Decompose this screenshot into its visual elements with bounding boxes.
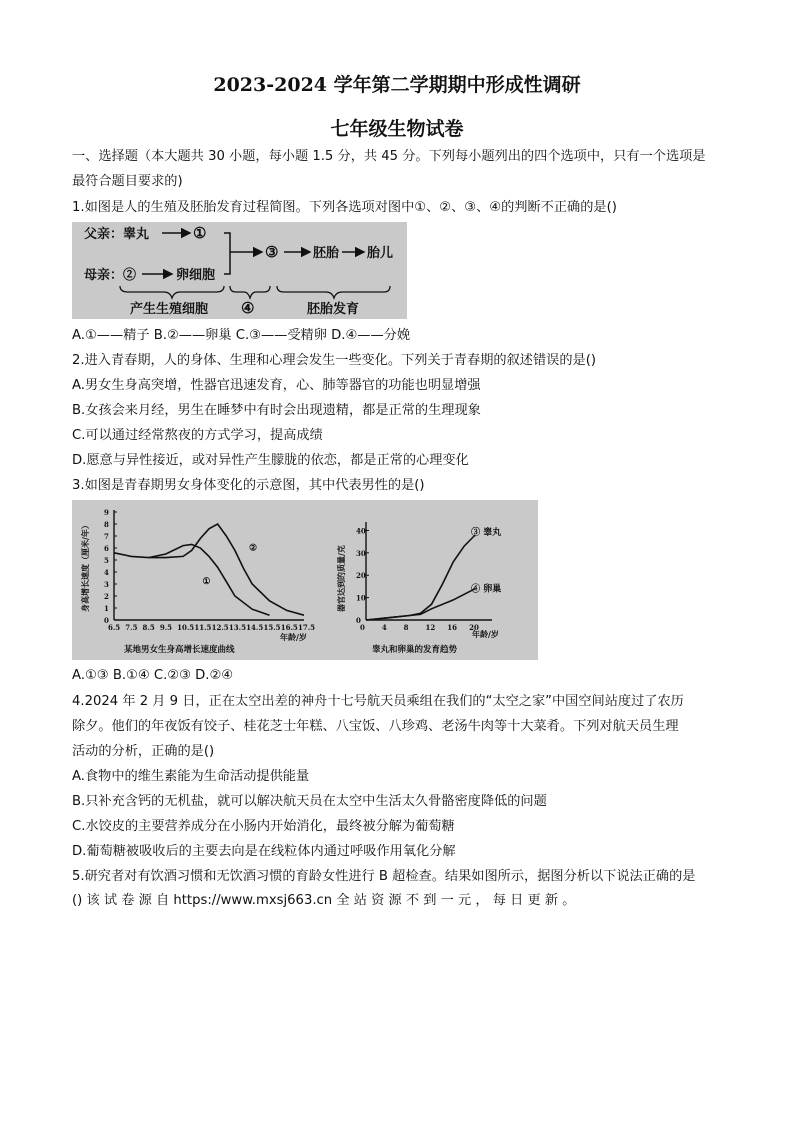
chart2-ylabel: 器官达到的质量/克	[336, 545, 346, 612]
series-line	[366, 535, 475, 620]
x-tick-label: 20	[469, 623, 479, 632]
y-tick-label: 1	[104, 604, 109, 613]
y-tick-label: 0	[104, 616, 109, 625]
q3-puberty-charts	[72, 500, 538, 660]
label-embryo-development: 胚胎发育	[307, 302, 360, 317]
q4-option-d: D.葡萄糖被吸收后的主要去向是在线粒体内通过呼吸作用氧化分解	[72, 844, 456, 859]
q4-stem-2: 除夕。他们的年夜饭有饺子、桂花芝士年糕、八宝饭、八珍鸡、老汤牛肉等十大菜肴。下列对航天员生理	[72, 719, 679, 734]
series-label: ②	[249, 543, 258, 554]
y-tick-label: 20	[356, 571, 366, 581]
x-tick-label: 12.5	[211, 623, 229, 632]
series-label: ④ 卵巢	[471, 584, 502, 595]
exam-subtitle: 七年级生物试卷	[330, 118, 464, 140]
circle-3: ③	[265, 243, 279, 261]
q2-stem: 2.进入青春期，人的身体、生理和心理会发生一些变化。下列关于青春期的叙述错误的是()	[72, 353, 596, 368]
x-tick-label: 17.5	[298, 623, 316, 632]
embryo-label: 胚胎	[313, 246, 340, 261]
y-tick-label: 10	[356, 593, 366, 603]
x-tick-label: 12	[425, 623, 436, 632]
x-tick-label: 15.5	[263, 623, 281, 632]
series-label: ③ 睾丸	[471, 527, 502, 538]
y-tick-label: 5	[104, 556, 109, 565]
y-tick-label: 3	[104, 580, 109, 589]
y-tick-label: 9	[104, 508, 109, 517]
exam-title: 2023-2024 学年第二学期期中形成性调研	[213, 74, 581, 96]
q5-stem-1: 5.研究者对有饮酒习惯和无饮酒习惯的育龄女性进行 B 超检查。结果如图所示，据图分析以下说法正确的是	[72, 869, 696, 884]
x-tick-label: 6.5	[108, 623, 121, 632]
x-tick-label: 7.5	[125, 623, 138, 632]
label-circle-4: ④	[241, 299, 255, 317]
x-tick-label: 14.5	[246, 623, 264, 632]
height-growth-chart	[80, 508, 315, 655]
x-tick-label: 10.5	[177, 623, 195, 632]
q3-options: A.①③ B.①④ C.②③ D.②④	[72, 668, 234, 683]
x-tick-label: 4	[381, 623, 387, 632]
y-tick-label: 40	[356, 526, 366, 536]
q2-option-b: B.女孩会来月经，男生在睡梦中有时会出现遗精，都是正常的生理现象	[72, 403, 481, 418]
series-line	[366, 589, 475, 620]
q1-stem: 1.如图是人的生殖及胚胎发育过程简图。下列各选项对图中①、②、③、④的判断不正确的是()	[72, 200, 617, 215]
q2-option-a: A.男女生身高突增，性器官迅速发育，心、肺等器官的功能也明显增强	[72, 378, 481, 393]
series-line	[114, 544, 270, 615]
circle-1: ①	[193, 224, 207, 242]
x-tick-label: 8	[403, 623, 409, 632]
y-tick-label: 8	[104, 520, 109, 529]
y-tick-label: 2	[104, 592, 109, 601]
x-tick-label: 0	[360, 623, 365, 632]
x-tick-label: 9.5	[159, 623, 173, 632]
father-label: 父亲：睾丸	[84, 227, 150, 242]
fetus-label: 胎儿	[367, 246, 394, 261]
chart2-xlabel: 年龄/岁	[472, 629, 499, 639]
q4-option-c: C.水饺皮的主要营养成分在小肠内开始消化，最终被分解为葡萄糖	[72, 819, 455, 834]
y-tick-label: 30	[356, 548, 366, 558]
chart2-title: 睾丸和卵巢的发育趋势	[372, 645, 458, 655]
chart1-ylabel: 身高增长速度（厘米/年）	[80, 521, 90, 612]
series-line	[149, 524, 305, 615]
series-label: ①	[202, 577, 211, 587]
mother-label: 母亲：②	[84, 268, 137, 283]
x-tick-label: 13.5	[228, 623, 246, 632]
chart1-title: 某地男女生身高增长速度曲线	[124, 645, 235, 655]
q4-option-b: B.只补充含钙的无机盐，就可以解决航天员在太空中生活太久骨骼密度降低的问题	[72, 794, 547, 809]
q4-option-a: A.食物中的维生素能为生命活动提供能量	[72, 769, 310, 784]
q4-stem-3: 活动的分析，正确的是()	[72, 744, 215, 759]
x-tick-label: 11.5	[194, 623, 212, 632]
gonad-development-chart	[336, 522, 501, 655]
y-tick-label: 0	[356, 616, 361, 625]
q2-option-c: C.可以通过经常熬夜的方式学习，提高成绩	[72, 428, 323, 443]
chart1-xlabel: 年龄/岁	[280, 632, 307, 642]
q1-reproduction-diagram	[72, 222, 407, 319]
y-tick-label: 6	[104, 544, 109, 553]
label-produce-cells: 产生生殖细胞	[130, 302, 209, 317]
egg-cell-label: 卵细胞	[176, 268, 216, 283]
x-tick-label: 8.5	[142, 623, 155, 632]
x-tick-label: 16	[447, 623, 458, 632]
q1-options: A.①——精子 B.②——卵巢 C.③——受精卵 D.④——分娩	[72, 328, 411, 343]
section-instruction-1: 一、选择题（本大题共 30 小题，每小题 1.5 分，共 45 分。下列每小题列出的四个选项中，只有一个选项是	[72, 149, 706, 164]
section-instruction-2: 最符合题目要求的)	[72, 174, 183, 189]
y-tick-label: 4	[104, 568, 109, 577]
q4-stem-1: 4.2024 年 2 月 9 日，正在太空出差的神舟十七号航天员乘组在我们的“太空之家”中国空间站度过了农历	[72, 694, 684, 709]
x-tick-label: 16.5	[280, 623, 298, 632]
y-tick-label: 7	[104, 532, 109, 541]
q2-option-d: D.愿意与异性接近，或对异性产生朦胧的依恋，都是正常的心理变化	[72, 453, 469, 468]
q3-stem: 3.如图是青春期男女身体变化的示意图，其中代表男性的是()	[72, 478, 425, 493]
q5-stem-2: () 该 试 卷 源 自 https://www.mxsj663.cn 全 站 资 源 不 到 一 元 ， 每 日 更 新 。	[72, 893, 576, 908]
